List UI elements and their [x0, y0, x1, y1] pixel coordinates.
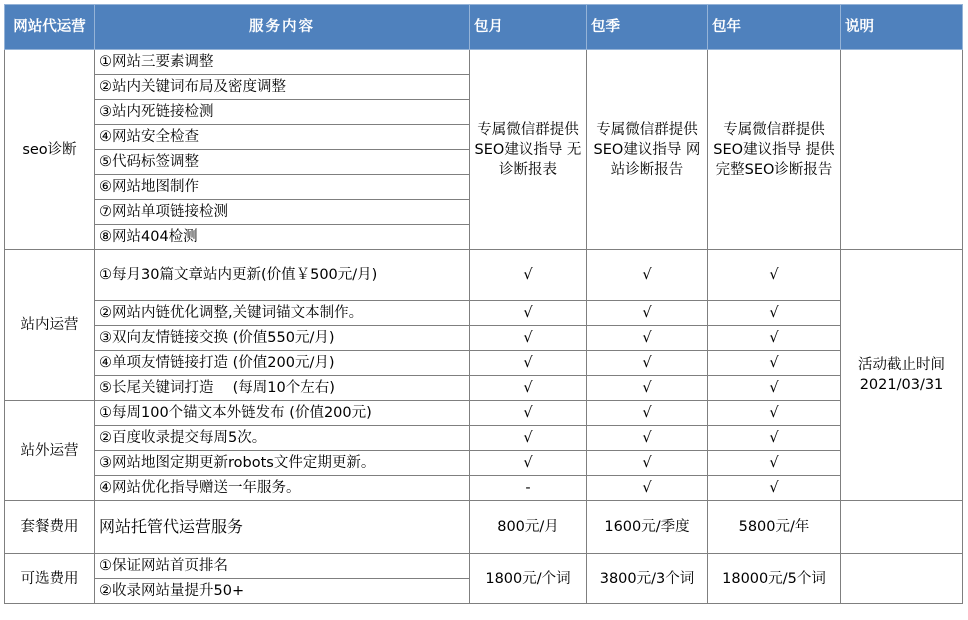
- table-row: [5, 326, 963, 351]
- dash-mark: -: [470, 476, 587, 501]
- offsite-service: ④网站优化指导赠送一年服务。: [95, 476, 470, 501]
- check-mark: √: [587, 301, 708, 326]
- check-mark: √: [587, 326, 708, 351]
- table-row: [5, 376, 963, 401]
- header-service: 服务内容: [95, 5, 470, 50]
- package-monthly: 800元/月: [470, 501, 587, 554]
- header-quarterly: 包季: [587, 5, 708, 50]
- optional-quarterly: 3800元/3个词: [587, 554, 708, 604]
- header-row: [5, 5, 963, 50]
- onsite-service: ③双向友情链接交换 (价值550元/月): [95, 326, 470, 351]
- check-mark: √: [708, 250, 841, 301]
- check-mark: √: [708, 426, 841, 451]
- check-mark: √: [470, 426, 587, 451]
- offsite-service: ①每周100个锚文本外链发布 (价值200元): [95, 401, 470, 426]
- header-note: 说明: [841, 5, 963, 50]
- note-empty-package: [841, 501, 963, 554]
- optional-monthly: 1800元/个词: [470, 554, 587, 604]
- check-mark: √: [587, 401, 708, 426]
- seo-item: ③站内死链接检测: [95, 100, 470, 125]
- note-empty-seo: [841, 50, 963, 250]
- check-mark: √: [708, 476, 841, 501]
- check-mark: √: [708, 401, 841, 426]
- check-mark: √: [587, 426, 708, 451]
- offsite-service: ②百度收录提交每周5次。: [95, 426, 470, 451]
- table-row: [5, 250, 963, 301]
- category-offsite: 站外运营: [5, 401, 95, 501]
- note-empty-optional: [841, 554, 963, 604]
- onsite-service: ②网站内链优化调整,关键词锚文本制作。: [95, 301, 470, 326]
- seo-item: ④网站安全检查: [95, 125, 470, 150]
- header-monthly: 包月: [470, 5, 587, 50]
- seo-item: ⑥网站地图制作: [95, 175, 470, 200]
- optional-item: ②收录网站量提升50+: [95, 579, 470, 604]
- category-package: 套餐费用: [5, 501, 95, 554]
- check-mark: √: [708, 451, 841, 476]
- check-mark: √: [587, 376, 708, 401]
- onsite-service: ①每月30篇文章站内更新(价值￥500元/月): [95, 250, 470, 301]
- offsite-service: ③网站地图定期更新robots文件定期更新。: [95, 451, 470, 476]
- table-row: [5, 501, 963, 554]
- seo-item: ②站内关键词布局及密度调整: [95, 75, 470, 100]
- table-row: [5, 351, 963, 376]
- table-row: [5, 50, 963, 75]
- seo-item: ⑤代码标签调整: [95, 150, 470, 175]
- header-category: 网站代运营: [5, 5, 95, 50]
- package-service: 网站托管代运营服务: [95, 501, 470, 554]
- package-yearly: 5800元/年: [708, 501, 841, 554]
- check-mark: √: [470, 326, 587, 351]
- seo-item: ⑦网站单项链接检测: [95, 200, 470, 225]
- check-mark: √: [587, 250, 708, 301]
- check-mark: √: [587, 476, 708, 501]
- check-mark: √: [470, 250, 587, 301]
- seo-quarterly: 专属微信群提供SEO建议指导 网站诊断报告: [587, 50, 708, 250]
- check-mark: √: [708, 301, 841, 326]
- seo-item: ①网站三要素调整: [95, 50, 470, 75]
- check-mark: √: [470, 451, 587, 476]
- table-row: [5, 426, 963, 451]
- note-line2: 2021/03/31: [859, 377, 944, 393]
- seo-monthly: 专属微信群提供SEO建议指导 无诊断报表: [470, 50, 587, 250]
- check-mark: √: [470, 351, 587, 376]
- seo-item: ⑧网站404检测: [95, 225, 470, 250]
- package-quarterly: 1600元/季度: [587, 501, 708, 554]
- optional-yearly: 18000元/5个词: [708, 554, 841, 604]
- table-row: [5, 451, 963, 476]
- check-mark: √: [587, 451, 708, 476]
- category-onsite: 站内运营: [5, 250, 95, 401]
- seo-yearly: 专属微信群提供SEO建议指导 提供完整SEO诊断报告: [708, 50, 841, 250]
- activity-note: [841, 250, 963, 501]
- check-mark: √: [708, 326, 841, 351]
- header-yearly: 包年: [708, 5, 841, 50]
- category-optional: 可选费用: [5, 554, 95, 604]
- note-line1: 活动截止时间: [858, 357, 945, 373]
- table-row: [5, 476, 963, 501]
- check-mark: √: [587, 351, 708, 376]
- table-row: [5, 554, 963, 579]
- onsite-service: ④单项友情链接打造 (价值200元/月): [95, 351, 470, 376]
- check-mark: √: [708, 376, 841, 401]
- table-row: [5, 401, 963, 426]
- category-seo: seo诊断: [5, 50, 95, 250]
- onsite-service: ⑤长尾关键词打造 (每周10个左右): [95, 376, 470, 401]
- table-row: [5, 301, 963, 326]
- optional-item: ①保证网站首页排名: [95, 554, 470, 579]
- check-mark: √: [470, 401, 587, 426]
- check-mark: √: [470, 376, 587, 401]
- check-mark: √: [708, 351, 841, 376]
- check-mark: √: [470, 301, 587, 326]
- pricing-table: [4, 4, 963, 604]
